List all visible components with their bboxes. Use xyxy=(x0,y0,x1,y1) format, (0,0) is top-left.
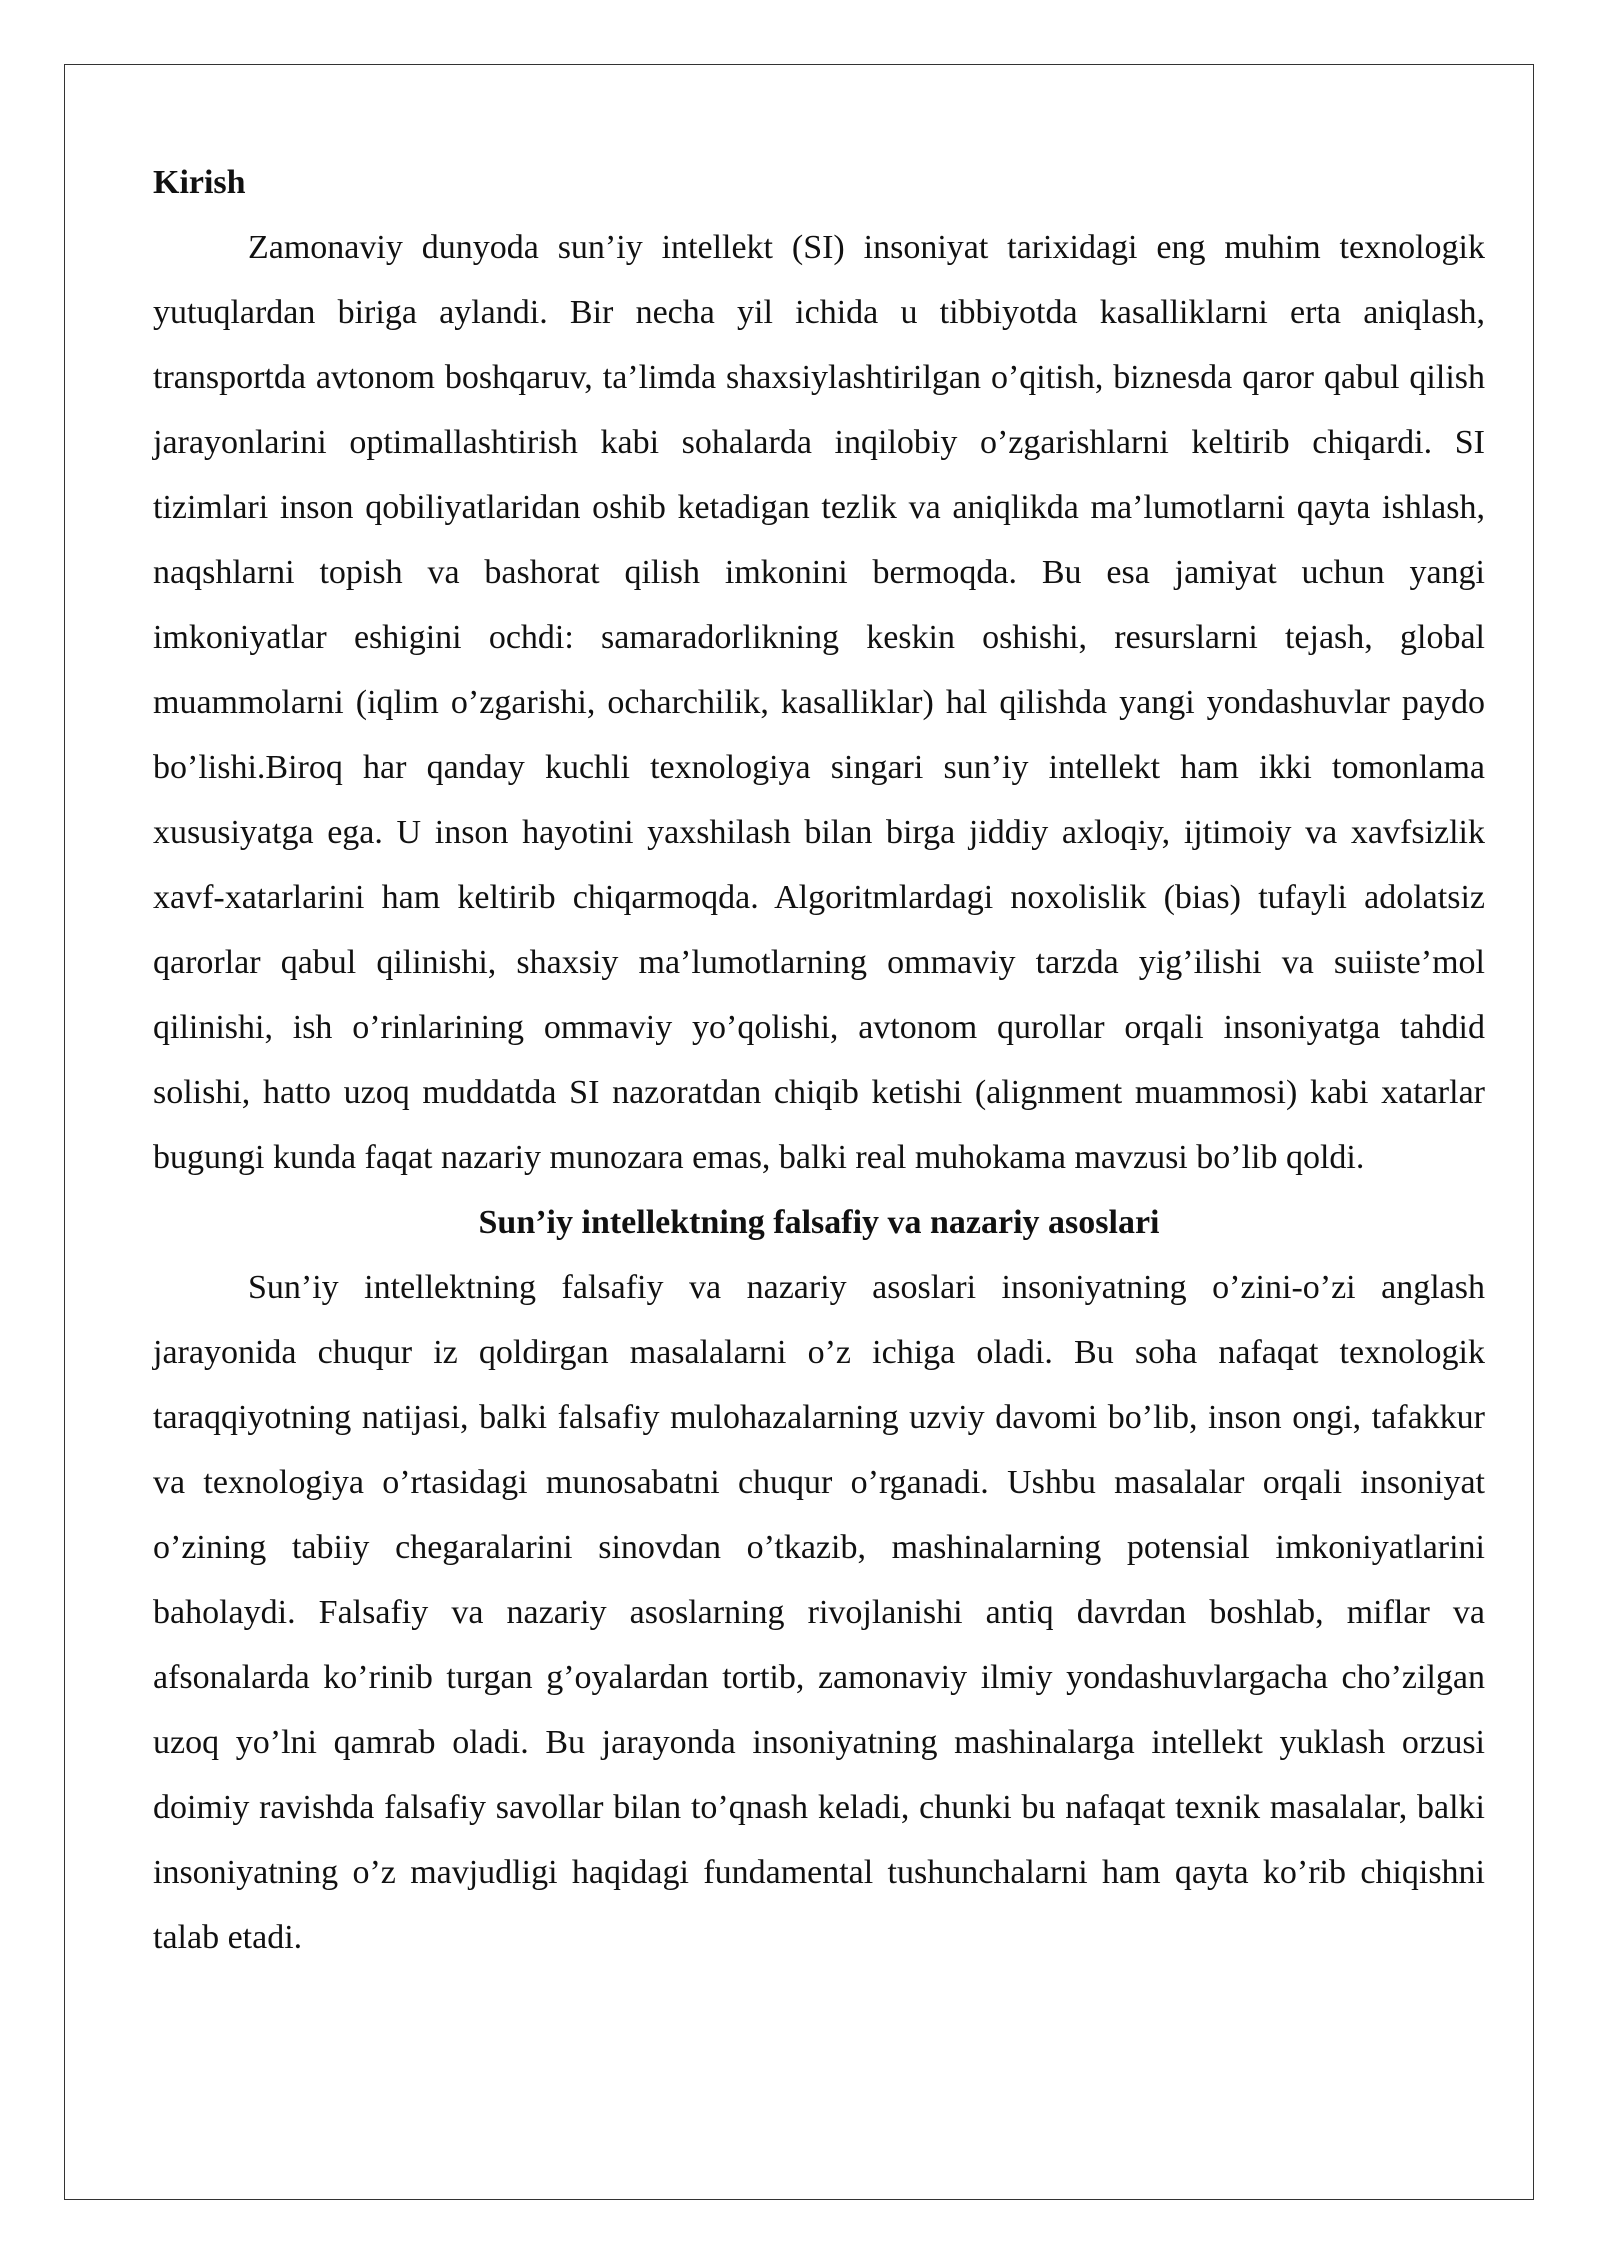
paragraph-philosophical-foundations: Sun’iy intellektning falsafiy va nazariy asoslari insoniyatning o’zini-o’zi anglash jarayonida chuqur iz qoldirgan masalalarni o’z ichiga oladi. Bu soha nafaqat texnologik taraqqiyotning natijasi, balki falsafiy mulohazalarning uzviy davomi bo’lib, inson ongi, tafakkur va texnologiya o’rtasidagi munosabatni chuqur o’rganadi. Ushbu masalalar orqali insoniyat o’zining tabiiy chegaralarini sinovdan o’tkazib, mashinalarning potensial imkoniyatlarini baholaydi. Falsafiy va nazariy asoslarning rivojlanishi antiq davrdan boshlab, miflar va afsonalarda ko’rinib turgan g’oyalardan tortib, zamonaviy ilmiy yondashuvlargacha cho’zilgan uzoq yo’lni qamrab oladi. Bu jarayonda insoniyatning mashinalarga intellekt yuklash orzusi doimiy ravishda falsafiy savollar bilan to’qnash keladi, chunki bu nafaqat texnik masalalar, balki insoniyatning o’z mavjudligi haqidagi fundamental tushunchalarni ham qayta ko’rib chiqishni talab etadi. xyxy=(153,1269,1485,1956)
section-heading-kirish: Kirish xyxy=(153,164,246,201)
paragraph-introduction: Zamonaviy dunyoda sun’iy intellekt (SI) insoniyat tarixidagi eng muhim texnologik yutuqlardan biriga aylandi. Bir necha yil ichida u tibbiyotda kasalliklarni erta aniqlash, transportda avtonom boshqaruv, ta’limda shaxsiylashtirilgan o’qitish, biznesda qaror qabul qilish jarayonlarini optimallashtirish kabi sohalarda inqilobiy o’zgarishlarni keltirib chiqardi. SI tizimlari inson qobiliyatlaridan oshib ketadigan tezlik va aniqlikda ma’lumotlarni qayta ishlash, naqshlarni topish va bashorat qilish imkonini bermoqda. Bu esa jamiyat uchun yangi imkoniyatlar eshigini ochdi: samaradorlikning keskin oshishi, resurslarni tejash, global muammolarni (iqlim o’zgarishi, ocharchilik, kasalliklar) hal qilishda yangi yondashuvlar paydo bo’lishi.Biroq har qanday kuchli texnologiya singari sun’iy intellekt ham ikki tomonlama xususiyatga ega. U inson hayotini yaxshilash bilan birga jiddiy axloqiy, ijtimoiy va xavfsizlik xavf-xatarlarini ham keltirib chiqarmoqda. Algoritmlardagi noxolislik (bias) tufayli adolatsiz qarorlar qabul qilinishi, shaxsiy ma’lumotlarning ommaviy tarzda yig’ilishi va suiiste’mol qilinishi, ish o’rinlarining ommaviy yo’qolishi, avtonom qurollar orqali insoniyatga tahdid solishi, hatto uzoq muddatda SI nazoratdan chiqib ketishi (alignment muammosi) kabi xatarlar bugungi kunda faqat nazariy munozara emas, balki real muhokama mavzusi bo’lib qoldi. xyxy=(153,229,1485,1176)
section-heading-philosophical-foundations: Sun’iy intellektning falsafiy va nazariy asoslari xyxy=(478,1204,1160,1241)
document-body xyxy=(153,150,1485,1970)
